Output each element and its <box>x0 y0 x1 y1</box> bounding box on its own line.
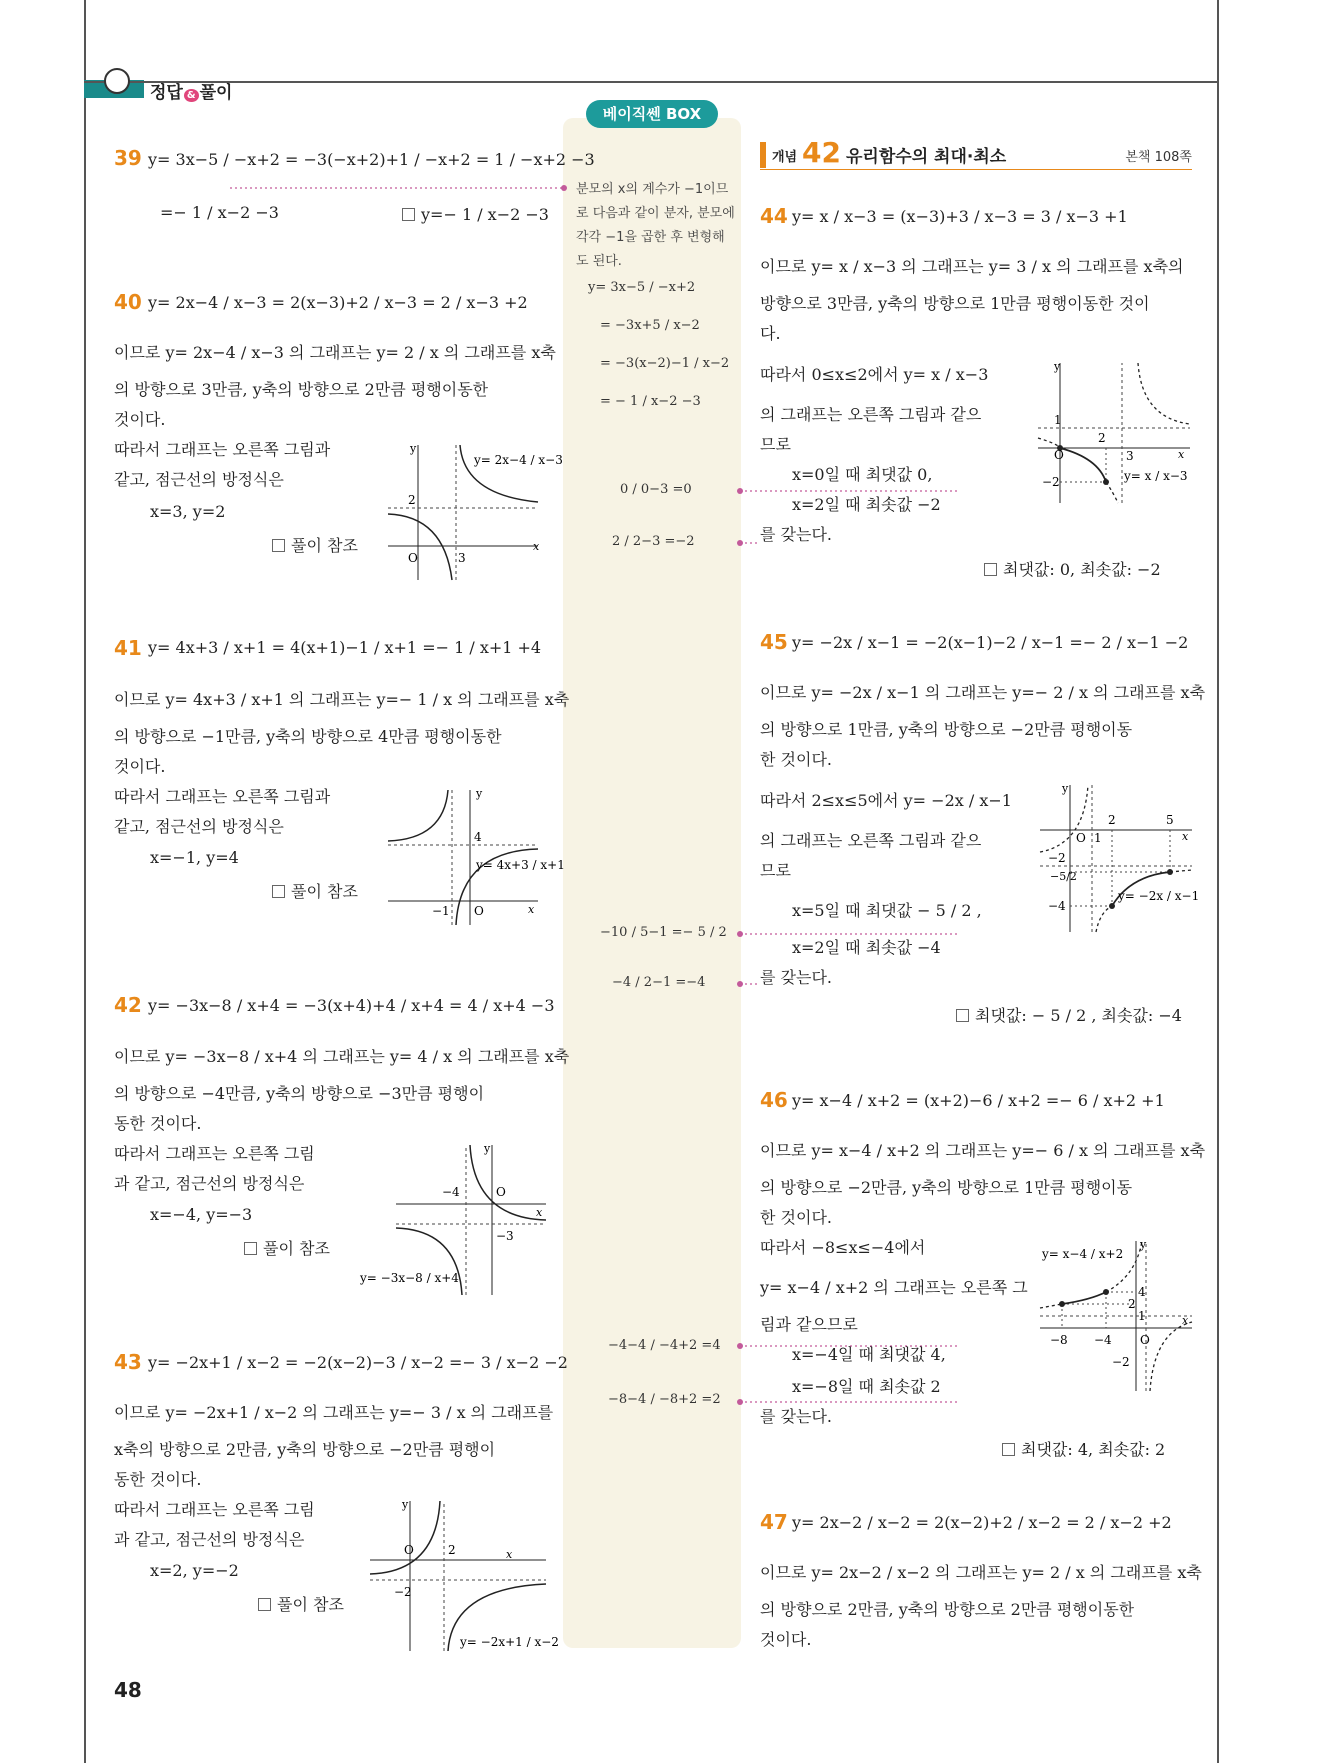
section-title: 정답 & 풀이 <box>150 83 233 103</box>
p43-l7: x=2, y=−2 <box>150 1561 239 1580</box>
p46-l5: 따라서 −8≤x≤−4에서 <box>760 1238 926 1257</box>
p45-l8: x=5일 때 최댓값 − 5 / 2 , <box>792 901 982 920</box>
p42-graph-label: y= −3x−8 / x+4 <box>360 1271 459 1285</box>
box-calc-45b: −4 / 2−1 =−4 <box>612 975 706 990</box>
page-number: 48 <box>114 1678 142 1702</box>
svg-text:O: O <box>1140 1333 1150 1347</box>
box-calc-44a: 0 / 0−3 =0 <box>620 482 692 497</box>
p40-l3: 의 방향으로 3만큼, y축의 방향으로 2만큼 평행이동한 <box>114 380 489 399</box>
p46-l10: 를 갖는다. <box>760 1407 832 1426</box>
svg-text:4: 4 <box>474 830 482 844</box>
p44-l2: 이므로 y= x / x−3 의 그래프는 y= 3 / x 의 그래프를 x축의 <box>760 257 1184 276</box>
svg-text:2: 2 <box>448 1543 456 1557</box>
svg-text:O: O <box>474 904 484 918</box>
p41-l6: 같고, 점근선의 방정식은 <box>114 817 284 836</box>
svg-text:y: y <box>1140 1238 1147 1251</box>
p40-l4: 것이다. <box>114 410 166 429</box>
svg-text:1: 1 <box>1138 1309 1146 1323</box>
p41-l4: 것이다. <box>114 757 166 776</box>
box-calc-46b: −8−4 / −8+2 =2 <box>608 1392 721 1407</box>
p45-l7: 므로 <box>760 861 791 880</box>
p44-l5: 따라서 0≤x≤2에서 y= x / x−3 <box>760 365 989 384</box>
svg-text:y: y <box>1054 360 1061 373</box>
answer-mark-icon <box>272 539 285 552</box>
p46-l3: 의 방향으로 −2만큼, y축의 방향으로 1만큼 평행이동 <box>760 1178 1133 1197</box>
p43-graph <box>370 1496 559 1656</box>
problem-number-41: 41 <box>114 636 142 660</box>
svg-text:−8: −8 <box>1050 1333 1068 1347</box>
p43-line1: y= −2x+1 / x−2 = −2(x−2)−3 / x−2 =− 3 / x−2 −2 <box>148 1353 568 1372</box>
p43-l2: 이므로 y= −2x+1 / x−2 의 그래프는 y=− 3 / x 의 그래프를 <box>114 1403 554 1422</box>
problem-number-42: 42 <box>114 993 142 1017</box>
box-math-3: = −3(x−2)−1 / x−2 <box>600 356 730 371</box>
svg-text:x: x <box>1182 830 1189 843</box>
svg-text:y: y <box>410 442 417 455</box>
p39-line2: =− 1 / x−2 −3 <box>160 203 279 222</box>
p41-l3: 의 방향으로 −1만큼, y축의 방향으로 4만큼 평행이동한 <box>114 727 502 746</box>
p42-l2: 이므로 y= −3x−8 / x+4 의 그래프는 y= 4 / x 의 그래프를 x축 <box>114 1047 570 1066</box>
p45-line1: y= −2x / x−1 = −2(x−1)−2 / x−1 =− 2 / x−1 −2 <box>792 633 1189 652</box>
svg-text:x: x <box>506 1548 513 1561</box>
p43-l4: 동한 것이다. <box>114 1470 202 1489</box>
p44-l4: 다. <box>760 324 781 343</box>
box-calc-46a: −4−4 / −4+2 =4 <box>608 1338 721 1353</box>
problem-number-44: 44 <box>760 204 788 228</box>
p40-graph-label: y= 2x−4 / x−3 <box>474 453 563 467</box>
p41-graph-label: y= 4x+3 / x+1 <box>476 858 565 872</box>
box-calc-44b: 2 / 2−3 =−2 <box>612 534 695 549</box>
p42-l5: 따라서 그래프는 오른쪽 그림 <box>114 1144 315 1163</box>
problem-number-43: 43 <box>114 1350 142 1374</box>
box-math-2: = −3x+5 / x−2 <box>600 318 700 333</box>
svg-text:y: y <box>484 1142 491 1155</box>
p46-l9: x=−8일 때 최솟값 2 <box>792 1377 941 1396</box>
concept-label: 개념 <box>772 150 798 165</box>
p44-l3: 방향으로 3만큼, y축의 방향으로 1만큼 평행이동한 것이 <box>760 294 1150 313</box>
answer-mark-icon <box>402 208 415 221</box>
p46-l8: x=−4일 때 최댓값 4, <box>792 1345 946 1364</box>
answer-mark-icon <box>1002 1443 1015 1456</box>
problem-number-39: 39 <box>114 146 142 170</box>
svg-text:−3: −3 <box>496 1229 514 1243</box>
p40-line1: y= 2x−4 / x−3 = 2(x−3)+2 / x−3 = 2 / x−3 +2 <box>148 293 528 312</box>
svg-text:−1: −1 <box>432 904 450 918</box>
p42-graph <box>360 1140 550 1300</box>
svg-text:y: y <box>1062 782 1069 795</box>
p44-l8: x=0일 때 최댓값 0, <box>792 465 933 484</box>
box-note: 분모의 x의 계수가 −1이므로 다음과 같이 분자, 분모에 각각 −1을 곱한 후 변형해도 된다. <box>576 182 735 269</box>
p45-l3: 의 방향으로 1만큼, y축의 방향으로 −2만큼 평행이동 <box>760 720 1133 739</box>
svg-text:−4: −4 <box>1048 899 1066 913</box>
p44-l10: 를 갖는다. <box>760 525 832 544</box>
p45-l6: 의 그래프는 오른쪽 그림과 같으 <box>760 831 982 850</box>
svg-text:3: 3 <box>458 551 466 565</box>
p43-l5: 따라서 그래프는 오른쪽 그림 <box>114 1500 315 1519</box>
p39-answer: y=− 1 / x−2 −3 <box>402 205 549 224</box>
p42-l3: 의 방향으로 −4만큼, y축의 방향으로 −3만큼 평행이 <box>114 1084 485 1103</box>
svg-text:−2: −2 <box>394 1585 412 1599</box>
p44-line1: y= x / x−3 = (x−3)+3 / x−3 = 3 / x−3 +1 <box>792 207 1128 226</box>
p42-line1: y= −3x−8 / x+4 = −3(x+4)+4 / x+4 = 4 / x+4 −3 <box>148 996 555 1015</box>
p44-graph-label: y= x / x−3 <box>1124 469 1188 483</box>
svg-text:2: 2 <box>1108 813 1116 827</box>
p40-l6: 같고, 점근선의 방정식은 <box>114 470 284 489</box>
p46-l4: 한 것이다. <box>760 1208 832 1227</box>
concept-bar <box>760 142 766 168</box>
svg-text:x: x <box>1178 448 1185 461</box>
p47-l4: 것이다. <box>760 1630 812 1649</box>
p41-graph <box>388 785 565 930</box>
p45-l10: 를 갖는다. <box>760 968 832 987</box>
svg-text:O: O <box>496 1185 506 1199</box>
p43-graph-label: y= −2x+1 / x−2 <box>460 1635 559 1649</box>
p40-graph <box>388 440 563 585</box>
p44-l9: x=2일 때 최솟값 −2 <box>792 495 941 514</box>
header-rule <box>84 81 1218 83</box>
concept-ref: 본책 108쪽 <box>1125 150 1192 165</box>
p47-l2: 이므로 y= 2x−2 / x−2 의 그래프는 y= 2 / x 의 그래프를 x축 <box>760 1563 1202 1582</box>
svg-text:4: 4 <box>1138 1285 1146 1299</box>
p43-answer: 풀이 참조 <box>258 1592 344 1615</box>
p43-l3: x축의 방향으로 2만큼, y축의 방향으로 −2만큼 평행이 <box>114 1440 496 1459</box>
problem-number-47: 47 <box>760 1510 788 1534</box>
svg-text:O: O <box>404 1543 414 1557</box>
svg-text:x: x <box>1182 1314 1189 1327</box>
svg-text:2: 2 <box>1128 1297 1136 1311</box>
p45-l5: 따라서 2≤x≤5에서 y= −2x / x−1 <box>760 791 1012 810</box>
alarm-clock-icon <box>104 68 130 94</box>
problem-number-46: 46 <box>760 1088 788 1112</box>
problem-number-45: 45 <box>760 630 788 654</box>
answer-mark-icon <box>258 1598 271 1611</box>
svg-text:−2: −2 <box>1112 1355 1130 1369</box>
p45-l9: x=2일 때 최솟값 −4 <box>792 938 941 957</box>
svg-text:2: 2 <box>408 493 416 507</box>
box-math-1: y= 3x−5 / −x+2 <box>588 280 696 295</box>
answer-mark-icon <box>272 885 285 898</box>
box-math-4: = − 1 / x−2 −3 <box>600 394 701 409</box>
p45-graph <box>1040 780 1200 935</box>
answer-mark-icon <box>956 1009 969 1022</box>
svg-text:−4: −4 <box>1094 1333 1112 1347</box>
p40-answer: 풀이 참조 <box>272 533 358 556</box>
svg-text:x: x <box>536 1206 543 1219</box>
svg-text:−4: −4 <box>442 1185 460 1199</box>
svg-text:y: y <box>476 787 483 800</box>
p46-l7: 림과 같으므로 <box>760 1315 858 1334</box>
p45-l4: 한 것이다. <box>760 750 832 769</box>
p41-l7: x=−1, y=4 <box>150 848 239 867</box>
p44-answer: 최댓값: 0, 최솟값: −2 <box>984 557 1161 580</box>
p46-graph-label: y= x−4 / x+2 <box>1042 1247 1124 1261</box>
svg-text:2: 2 <box>1098 431 1106 445</box>
p46-l6: y= x−4 / x+2 의 그래프는 오른쪽 그 <box>760 1278 1028 1297</box>
svg-text:x: x <box>528 903 535 916</box>
svg-text:1: 1 <box>1094 831 1102 845</box>
answer-mark-icon <box>244 1242 257 1255</box>
left-margin-line <box>84 0 86 1763</box>
p41-line1: y= 4x+3 / x+1 = 4(x+1)−1 / x+1 =− 1 / x+1 +4 <box>148 638 542 657</box>
svg-text:−5/2: −5/2 <box>1050 870 1077 883</box>
p41-l2: 이므로 y= 4x+3 / x+1 의 그래프는 y=− 1 / x 의 그래프를 x축 <box>114 690 570 709</box>
p39-line1: y= 3x−5 / −x+2 = −3(−x+2)+1 / −x+2 = 1 / −x+2 −3 <box>148 150 595 169</box>
svg-text:3: 3 <box>1126 449 1134 463</box>
p46-line1: y= x−4 / x+2 = (x+2)−6 / x+2 =− 6 / x+2 +1 <box>792 1091 1165 1110</box>
p40-l5: 따라서 그래프는 오른쪽 그림과 <box>114 440 331 459</box>
p41-l5: 따라서 그래프는 오른쪽 그림과 <box>114 787 331 806</box>
p45-l2: 이므로 y= −2x / x−1 의 그래프는 y=− 2 / x 의 그래프를 x축 <box>760 683 1206 702</box>
p42-l7: x=−4, y=−3 <box>150 1205 253 1224</box>
p47-line1: y= 2x−2 / x−2 = 2(x−2)+2 / x−2 = 2 / x−2 +2 <box>792 1513 1172 1532</box>
svg-text:y: y <box>402 1498 409 1511</box>
p47-l3: 의 방향으로 2만큼, y축의 방향으로 2만큼 평행이동한 <box>760 1600 1135 1619</box>
concept-number: 42 <box>802 136 841 169</box>
p46-l2: 이므로 y= x−4 / x+2 의 그래프는 y=− 6 / x 의 그래프를 x축 <box>760 1141 1206 1160</box>
p41-answer: 풀이 참조 <box>272 879 358 902</box>
svg-text:O: O <box>1076 831 1086 845</box>
p45-graph-label: y= −2x / x−1 <box>1118 889 1200 903</box>
answer-mark-icon <box>984 563 997 576</box>
svg-text:O: O <box>408 551 418 565</box>
p40-l7: x=3, y=2 <box>150 502 226 521</box>
svg-text:−2: −2 <box>1048 851 1066 865</box>
svg-text:−2: −2 <box>1042 475 1060 489</box>
p46-graph <box>1040 1236 1195 1396</box>
p44-l6: 의 그래프는 오른쪽 그림과 같으 <box>760 405 982 424</box>
p44-graph <box>1038 358 1193 508</box>
basic-box-badge: 베이직쎈 BOX <box>586 100 718 128</box>
concept-title: 유리함수의 최대·최소 <box>846 147 1007 167</box>
concept-header <box>760 138 1192 170</box>
box-calc-45a: −10 / 5−1 =− 5 / 2 <box>600 925 727 940</box>
p40-l2: 이므로 y= 2x−4 / x−3 의 그래프는 y= 2 / x 의 그래프를 x축 <box>114 343 556 362</box>
p44-l7: 므로 <box>760 435 791 454</box>
p43-l6: 과 같고, 점근선의 방정식은 <box>114 1530 305 1549</box>
p45-answer: 최댓값: − 5 / 2 , 최솟값: −4 <box>956 1003 1182 1026</box>
p46-answer: 최댓값: 4, 최솟값: 2 <box>1002 1437 1165 1460</box>
p42-l4: 동한 것이다. <box>114 1114 202 1133</box>
problem-number-40: 40 <box>114 290 142 314</box>
p42-answer: 풀이 참조 <box>244 1236 330 1259</box>
svg-text:1: 1 <box>1054 413 1062 427</box>
svg-text:x: x <box>533 540 540 553</box>
svg-text:5: 5 <box>1166 813 1174 827</box>
svg-text:O: O <box>1054 448 1064 462</box>
p42-l6: 과 같고, 점근선의 방정식은 <box>114 1174 305 1193</box>
